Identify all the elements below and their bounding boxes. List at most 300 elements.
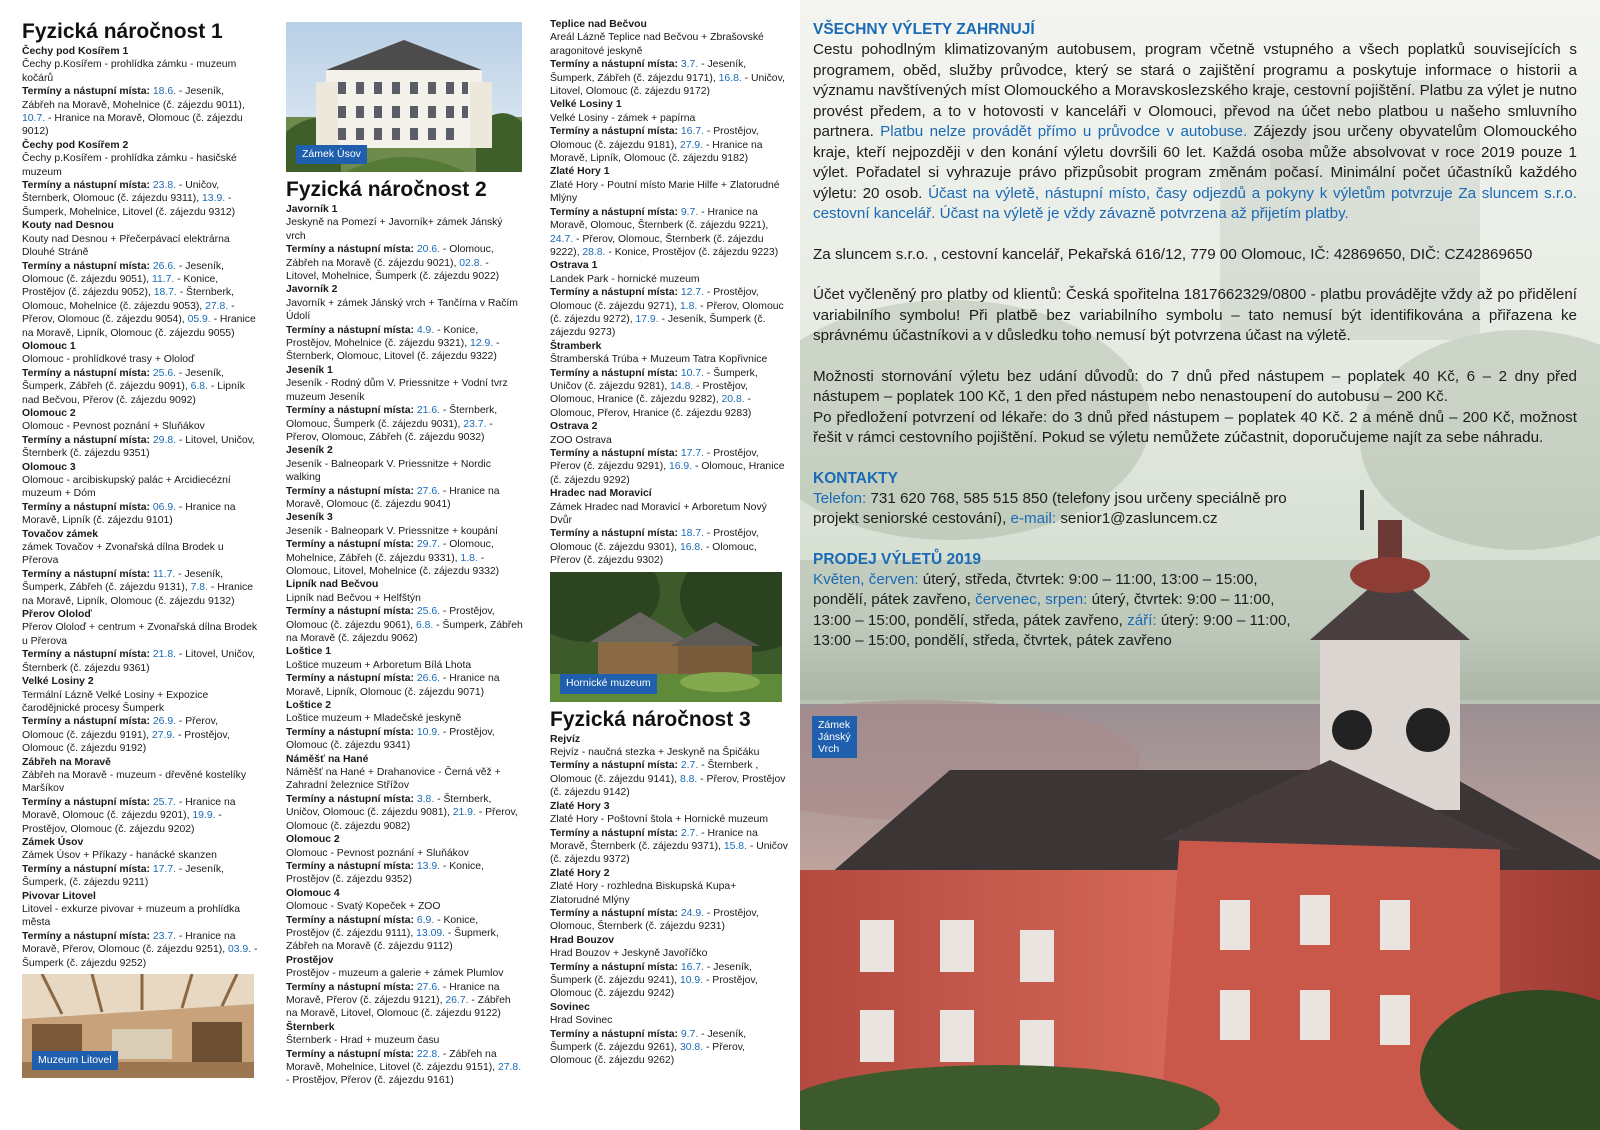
trip-terms: [286, 981, 524, 1021]
sales-heading: PRODEJ VÝLETŮ 2019: [813, 550, 981, 568]
trip-name: Ostrava 2: [550, 421, 598, 433]
photo-caption: Zámek Jánský Vrch: [812, 716, 857, 758]
trip-description: Hrad Bouzov + Jeskyně Javoříčko: [550, 948, 708, 960]
trip-name: Šternberk: [286, 1021, 335, 1033]
terms-label: Termíny a nástupní místa:: [550, 448, 678, 459]
trip-description: Zlaté Hory - Poštovní štola + Hornické muzeum: [550, 814, 768, 826]
trip-description: Zábřeh na Moravě - muzeum - dřevěné kostelíky Maršíkov: [22, 769, 247, 795]
trip-item: [550, 259, 788, 339]
trip-places: - Šumperk, Mohelnice, Litovel (č. zájezdu 9312): [22, 193, 236, 218]
trip-name: Kouty nad Desnou: [22, 220, 114, 232]
trip-places: - Přerov, Olomouc (č. zájezdu 9054),: [22, 300, 235, 326]
section-title: Fyzická náročnost 2: [286, 178, 487, 201]
trip-description: Jeseník - Balneopark V. Priessnitze + Nordic walking: [286, 458, 491, 484]
column-1: [22, 18, 258, 1084]
trip-places: - Šternberk, Olomouc, Mohelnice (č. zájezdu 9053),: [22, 287, 234, 312]
trip-date: 26.7.: [445, 994, 469, 1006]
trip-places: - Přerov, Olomouc (č. zájezdu 9272),: [550, 300, 784, 325]
trip-item: [22, 890, 258, 970]
trip-date: 27.6.: [416, 485, 441, 497]
trip-item: [22, 139, 258, 219]
trip-places: - Prostějov, Olomouc, Hranice (č. zájezdu 9282),: [550, 380, 748, 406]
trip-date: 18.6.: [152, 86, 177, 98]
trip-terms: [286, 672, 524, 699]
terms-label: Termíny a nástupní místa:: [22, 649, 150, 661]
contacts-heading: KONTAKTY: [813, 469, 898, 487]
trip-date: 14.8.: [670, 380, 694, 392]
trip-terms: [22, 715, 258, 755]
terms-label: Termíny a nástupní místa:: [286, 1048, 414, 1060]
trip-places: - Zábřeh na Moravě, Litovel, Olomouc (č. zájezdu 9122): [286, 994, 511, 1020]
trip-description: Litovel - exkurze pivovar + muzeum a prohlídka města: [22, 904, 241, 929]
trip-places: - Uničov, Litovel, Olomouc (č. zájezdu 9172): [550, 72, 785, 98]
terms-label: Termíny a nástupní místa:: [550, 760, 678, 772]
trip-description: Štramberská Trúba + Muzeum Tatra Kopřivnice: [550, 354, 768, 366]
trip-description: Šternberk - Hrad + muzeum času: [286, 1035, 440, 1047]
trip-date: 29.7.: [416, 539, 441, 551]
trip-date: 2.7.: [680, 827, 699, 839]
terms-label: Termíny a nástupní místa:: [22, 86, 150, 98]
trip-date: 2.7.: [680, 760, 699, 772]
trip-name: Štramberk: [550, 340, 602, 352]
trip-item: [22, 45, 258, 139]
trip-date: 23.8.: [152, 180, 177, 192]
trip-places: - Jeseník, Šumperk, Zábřeh (č. zájezdu 9171),: [550, 59, 747, 84]
trip-date: 6.9.: [416, 914, 435, 926]
trip-description: ZOO Ostrava: [550, 434, 612, 446]
terms-label: Termíny a nástupní místa:: [550, 206, 678, 218]
trip-date: 21.8.: [152, 649, 177, 661]
trip-item: [286, 833, 524, 887]
trip-places: - Litovel, Uničov, Šternberk (č. zájezdu 9351): [22, 434, 255, 460]
trip-terms: [550, 759, 788, 799]
trip-date: 25.7.: [152, 796, 177, 808]
trip-item: [286, 511, 524, 578]
trip-name: Olomouc 2: [22, 407, 76, 419]
trip-date: 16.8.: [718, 72, 742, 84]
trip-name: Jeseník 1: [286, 364, 333, 376]
trip-date: 03.9.: [227, 944, 252, 956]
terms-label: Termíny a nástupní místa:: [286, 914, 414, 926]
trip-terms: [286, 726, 524, 753]
trip-places: - Hranice na Moravě, Lipník, Olomouc (č. zájezdu 9132): [22, 582, 254, 607]
trip-terms: [22, 863, 258, 890]
trip-date: 15.8.: [723, 840, 747, 852]
trip-date: 13.09.: [416, 927, 446, 939]
trip-name: Olomouc 1: [22, 340, 76, 352]
trip-places: - Konice, Prostějov (č. zájezdu 9352): [286, 860, 484, 886]
trip-places: - Šternberk , Olomouc (č. zájezdu 9141),: [550, 760, 759, 785]
trip-name: Zlaté Hory 2: [550, 867, 610, 879]
trip-terms: [550, 1028, 788, 1068]
trip-name: Javorník 1: [286, 204, 338, 215]
trip-item: [22, 836, 258, 890]
trip-places: - Přerov, Olomouc (č. zájezdu 9191),: [22, 716, 218, 741]
trip-item: [286, 1021, 524, 1088]
trip-terms: [22, 367, 258, 407]
account-info: Účet vyčleněný pro platby od klientů: Česká spořitelna 1817662329/0800 - platbu provádějte vždy až po přidělení variabilního symbolu! Při platbě bez variabilního symbolu – tato nemusí být identifikována a přiřazena ke správnému účastníkovi a v důsledku toho nemusí být potvrzena účast na výletě.: [813, 286, 1577, 344]
trip-terms: [550, 206, 788, 260]
trip-date: 12.7.: [680, 287, 705, 299]
trip-date: 3.7.: [680, 59, 699, 71]
trip-date: 16.7.: [680, 961, 705, 973]
trip-date: 05.9.: [187, 314, 211, 326]
trip-item: [286, 753, 524, 833]
trip-item: [550, 867, 788, 934]
trip-places: - Přerov, Olomouc (č. zájezdu 9262): [550, 1042, 746, 1067]
trip-date: 28.8.: [582, 246, 606, 258]
trip-places: - Jeseník, Šumperk (č. zájezdu 9273): [550, 313, 766, 339]
trip-date: 12.9.: [470, 338, 494, 350]
trip-name: Javorník 2: [286, 284, 338, 296]
trip-date: 13.9.: [202, 193, 226, 205]
terms-label: Termíny a nástupní místa:: [22, 501, 150, 513]
terms-label: Termíny a nástupní místa:: [286, 981, 414, 993]
trip-places: - Konice, Prostějov (č. zájezdu 9223): [605, 246, 779, 258]
trip-terms: [286, 793, 524, 833]
terms-label: Termíny a nástupní místa:: [286, 324, 414, 336]
terms-label: Termíny a nástupní místa:: [550, 126, 678, 138]
trip-places: - Olomouc, Hranice (č. zájezdu 9292): [550, 461, 785, 486]
trip-item: [22, 340, 258, 407]
trip-date: 25.6.: [416, 606, 441, 618]
difficulty-section: [286, 178, 524, 1088]
trip-places: - Litovel, Mohelnice, Šumperk (č. zájezdu 9022): [286, 257, 500, 283]
trip-places: - Hranice na Moravě, Lipník, Olomouc (č. zájezdu 9055): [22, 314, 256, 339]
terms-label: Termíny a nástupní místa:: [286, 539, 414, 551]
includes-paragraph: Cestu pohodlným klimatizovaným autobusem, program včetně vstupného a všech poplatků souvisejících s programem, oběd, služby průvodce, který se stará o zajištění programu a poskytuje informace o historii a významu navštívených míst Olomouckého a Moravskoslezského kraje, cestovní pojištění. Platbu za výlet je nutno provést předem, a to v hotovosti v kanceláři v Olomouci, převod na účet nebo platbou u našeho smluvního partnera. Platbu nelze provádět přímo u průvodce v autobuse. Zájezdy jsou určeny obyvatelům Olomouckého kraje, kteří nejpozději v den konání výletu dovršili 60 let. Každá osoba může absolvovat v roce 2019 pouze 1 výlet. Pořadatel si vyhrazuje právo přizpůsobit program změnám počasí. Minimální počet účastníků každého výletu: 20 osob. Účast na výletě, nástupní místo, časy odjezdů a pokyny k výletům potvrzuje Za sluncem s.r.o. cestovní kancelář. Účast na výletě je vždy závazně potvrzena až přijetím platby.: [813, 41, 1577, 222]
trip-item: [550, 487, 788, 567]
trip-places: - Prostějov, Přerov (č. zájezdu 9291),: [550, 448, 759, 473]
difficulty-section: [22, 20, 258, 970]
photo-muzeum-litovel: [22, 974, 254, 1078]
trip-item: [550, 1001, 788, 1068]
trip-places: - Olomouc, Přerov (č. zájezdu 9302): [550, 541, 757, 567]
trip-item: [550, 98, 788, 165]
trip-name: Hrad Bouzov: [550, 934, 615, 946]
trip-terms: [550, 527, 788, 567]
trip-terms: [286, 538, 524, 578]
photo-hornicke-muzeum: [550, 572, 782, 702]
trip-name: Jeseník 3: [286, 512, 333, 524]
trip-description: Náměšť na Hané + Drahanovice - Černá věž + Zahradní železnice Střížov: [286, 767, 501, 792]
trip-terms: [550, 907, 788, 934]
trip-date: 26.6.: [416, 673, 441, 685]
trip-name: Olomouc 2: [286, 834, 340, 846]
photo-caption: Zámek Úsov: [296, 145, 367, 164]
trip-description: Olomouc - Pevnost poznání + Sluňákov: [286, 847, 469, 859]
trip-name: Zámek Úsov: [22, 836, 84, 848]
trip-description: Olomouc - Svatý Kopeček + ZOO: [286, 901, 441, 913]
terms-label: Termíny a nástupní místa:: [22, 930, 150, 942]
trip-item: [286, 887, 524, 954]
terms-label: Termíny a nástupní místa:: [22, 863, 150, 875]
trip-description: Jeseník - Balneopark V. Priessnitze + koupání: [286, 525, 498, 537]
trip-places: - Šternberk, Olomouc, Šumperk (č. zájezdu 9031),: [286, 405, 498, 430]
terms-label: Termíny a nástupní místa:: [286, 405, 414, 417]
trip-description: Hrad Sovinec: [550, 1015, 613, 1027]
trip-description: Zlaté Hory - Poutní místo Marie Hilfe + Zlatorudné Mlýny: [550, 179, 780, 205]
trip-name: Olomouc 4: [286, 887, 340, 899]
trip-name: Velké Losiny 1: [550, 99, 622, 111]
trip-date: 27.8.: [497, 1062, 522, 1073]
trip-date: 06.9.: [152, 501, 177, 513]
trip-places: - Prostějov, Olomouc (č. zájezdu 9301),: [550, 528, 759, 553]
trip-terms: [286, 404, 524, 444]
contacts-text: [813, 489, 1293, 530]
trip-description: Olomouc - arcibiskupský palác + Arcidiecézní muzeum + Dóm: [22, 475, 231, 500]
trip-item: [286, 699, 524, 753]
info-text: [813, 20, 1577, 652]
trip-places: - Přerov, Olomouc (č. zájezdu 9082): [286, 807, 518, 832]
photo-zamek-usov: [286, 22, 522, 172]
trip-places: - Jeseník, Olomouc (č. zájezdu 9051),: [22, 260, 224, 285]
trip-places: - Prostějov, Olomouc (č. zájezdu 9061),: [286, 606, 495, 631]
trip-terms: [286, 324, 524, 364]
trip-date: 27.6.: [416, 981, 441, 993]
terms-label: Termíny a nástupní místa:: [286, 726, 414, 738]
trip-places: - Prostějov, Olomouc (č. zájezdu 9202): [22, 810, 222, 835]
trip-item: [286, 364, 524, 444]
trip-item: [22, 675, 258, 755]
trip-name: Zábřeh na Moravě: [22, 756, 111, 768]
difficulty-section: [550, 18, 788, 568]
trip-date: 16.7.: [680, 126, 705, 138]
trip-places: - Prostějov, Olomouc (č. zájezdu 9341): [286, 726, 495, 752]
trip-date: 8.8.: [679, 773, 698, 785]
trip-name: Zlaté Hory 3: [550, 800, 610, 812]
trip-places: - Hranice na Moravě, Lipník (č. zájezdu 9101): [22, 501, 236, 527]
info-panel: [800, 0, 1600, 1130]
trip-name: Tovačov zámek: [22, 528, 99, 540]
trip-description: Javorník + zámek Jánský vrch + Tančírna v Račím Údolí: [286, 297, 518, 323]
trip-item: [286, 203, 524, 283]
trip-places: - Uničov (č. zájezdu 9372): [550, 840, 788, 866]
trip-places: - Šternberk, Olomouc, Litovel (č. zájezdu 9322): [286, 338, 500, 363]
trip-date: 19.9.: [192, 810, 216, 822]
trip-description: Zámek Úsov + Příkazy - hanácké skanzen: [22, 850, 217, 862]
trip-terms: [286, 1048, 524, 1088]
terms-label: Termíny a nástupní místa:: [550, 59, 678, 71]
trip-description: Olomouc - Pevnost poznání + Sluňákov: [22, 421, 205, 433]
trip-places: - Hranice na Moravě, Olomouc (č. zájezdu 9041): [286, 485, 500, 510]
trip-date: 1.8.: [460, 552, 478, 564]
terms-label: Termíny a nástupní místa:: [286, 485, 414, 497]
trip-places: - Prostějov, Olomouc, Šternberk (č. zájezdu 9231): [550, 907, 759, 933]
terms-label: Termíny a nástupní místa:: [22, 568, 150, 580]
trip-places: - Jeseník, Šumperk (č. zájezdu 9261),: [550, 1028, 747, 1053]
trip-terms: [22, 568, 258, 608]
trip-description: Jeseník - Rodný dům V. Priessnitze + Vodní tvrz muzeum Jeseník: [286, 378, 508, 403]
trip-places: - Prostějov, Přerov (č. zájezdu 9161): [286, 1075, 454, 1087]
trip-item: [550, 800, 788, 867]
trip-description: Loštice muzeum + Arboretum Bílá Lhota: [286, 659, 472, 671]
column-2: [286, 18, 524, 1088]
trip-terms: [286, 605, 524, 645]
trip-item: [550, 934, 788, 1001]
trip-name: Hradec nad Moravicí: [550, 488, 652, 500]
terms-label: Termíny a nástupní místa:: [286, 860, 414, 872]
terms-label: Termíny a nástupní místa:: [550, 907, 678, 919]
terms-label: Termíny a nástupní místa:: [22, 434, 150, 446]
trip-date: 1.8.: [679, 300, 698, 312]
trip-name: Sovinec: [550, 1001, 590, 1013]
trip-description: zámek Tovačov + Zvonařská dílna Brodek u Přerova: [22, 542, 224, 567]
trip-terms: [22, 501, 258, 528]
trip-terms: [22, 85, 258, 139]
trip-date: 26.9.: [152, 716, 177, 728]
trip-date: 25.6.: [152, 367, 177, 379]
trip-date: 4.9.: [416, 324, 435, 336]
trip-terms: [22, 930, 258, 970]
photo-caption: Muzeum Litovel: [32, 1051, 118, 1070]
trip-date: 10.7.: [680, 367, 705, 379]
trip-name: Rejvíz: [550, 733, 581, 745]
trip-places: - Šumperk, Zábřeh na Moravě (č. zájezdu 9062): [286, 619, 523, 644]
trip-date: 16.8.: [679, 541, 704, 553]
terms-label: Termíny a nástupní místa:: [550, 827, 678, 839]
trip-terms: [286, 485, 524, 512]
trip-places: - Šumperk (č. zájezdu 9252): [22, 944, 258, 969]
trip-description: Areál Lázně Teplice nad Bečvou + Zbrašovské aragonitové jeskyně: [550, 32, 764, 57]
trip-places: - Zábřeh na Moravě, Mohelnice, Litovel (č. zájezdu 9151),: [286, 1048, 498, 1073]
trip-places: - Hranice na Moravě, Přerov, Olomouc (č. zájezdu 9251),: [22, 930, 236, 956]
trip-description: Lipník nad Bečvou + Helfštýn: [286, 592, 421, 604]
trip-places: - Šupmerk, Zábřeh na Moravě (č. zájezdu 9112): [286, 927, 499, 953]
trip-description: Čechy p.Kosířem - prohlídka zámku - hasičské muzeum: [22, 153, 237, 178]
trip-places: - Konice, Prostějov, Mohelnice (č. zájezdu 9321),: [286, 324, 479, 350]
trip-item: [550, 340, 788, 420]
trip-description: Termální Lázně Velké Losiny + Expozice čarodějnické procesy Šumperk: [22, 689, 209, 714]
trip-description: Rejvíz - naučná stezka + Jeskyně na Špičáku: [550, 747, 760, 759]
trip-terms: [22, 796, 258, 836]
trip-places: - Hranice na Moravě, Šternberk (č. zájezdu 9371),: [550, 827, 758, 852]
trip-date: 9.7.: [680, 206, 699, 218]
trip-date: 10.9.: [416, 726, 441, 738]
trip-date: 26.6.: [152, 260, 177, 272]
trip-date: 18.7.: [680, 528, 705, 540]
trip-item: [22, 528, 258, 608]
trip-item: [286, 444, 524, 511]
trip-date: 24.7.: [550, 233, 574, 245]
trip-terms: [22, 179, 258, 219]
storno-doctor-info: Po předložení potvrzení od lékaře: do 3 dnů před nástupem – poplatek 40 Kč. 2 a méně dnů – 200 Kč, možnost řešit v rámci cestovního pojištění. Pokud se výletu nemůžete zúčastnit, doporučujeme najít za sebe náhradu.: [813, 408, 1577, 446]
trip-name: Velké Losiny 2: [22, 676, 94, 688]
terms-label: Termíny a nástupní místa:: [22, 716, 150, 728]
trip-date: 23.7.: [152, 930, 177, 942]
trip-places: - Přerov, Prostějov (č. zájezdu 9142): [550, 773, 786, 799]
trip-description: Přerov Ololoď + centrum + Zvonařská dílna Brodek u Přerova: [22, 622, 258, 647]
terms-label: Termíny a nástupní místa:: [550, 961, 678, 973]
terms-label: Termíny a nástupní místa:: [286, 673, 414, 685]
trip-item: [22, 219, 258, 340]
trip-item: [286, 954, 524, 1021]
email-label: e-mail:: [1010, 510, 1057, 527]
storno-info: Možnosti stornování výletu bez udání důvodů: do 7 dnů před nástupem – poplatek 40 Kč, 6 – 2 dny před nástupem – poplatek 100 Kč, 1 den před nástupem nebo nenastoupení do autobusu – 200 Kč.: [813, 367, 1577, 405]
trip-item: [550, 733, 788, 800]
trip-date: 20.8.: [721, 394, 745, 406]
section-title: Fyzická náročnost 1: [22, 20, 223, 43]
trip-description: Prostějov - muzeum a galerie + zámek Plumlov: [286, 968, 504, 980]
phone-numbers: 731 620 768, 585 515 850 (telefony jsou určeny speciálně pro projekt seniorské cestování),: [813, 489, 1287, 527]
trip-date: 11.7.: [151, 273, 175, 285]
trip-places: - Litovel, Uničov, Šternberk (č. zájezdu 9361): [22, 649, 255, 674]
trip-places: - Šternberk, Uničov, Olomouc (č. zájezdu 9081),: [286, 793, 492, 819]
trip-description: Velké Losiny - zámek + papírna: [550, 112, 696, 124]
trip-date: 02.8.: [459, 257, 483, 269]
trip-name: Přerov Ololoď: [22, 609, 92, 621]
trip-date: 21.6.: [416, 405, 441, 417]
terms-label: Termíny a nástupní místa:: [550, 287, 678, 299]
trip-places: - Prostějov, Olomouc (č. zájezdu 9192): [22, 729, 230, 755]
trip-description: Čechy p.Kosířem - prohlídka zámku - muzeum kočárů: [22, 59, 237, 84]
email-address[interactable]: senior1@zasluncem.cz: [1056, 510, 1218, 527]
trip-date: 17.7.: [152, 863, 177, 875]
trip-name: Zlaté Hory 1: [550, 166, 610, 178]
trip-places: - Olomouc, Zábřeh na Moravě (č. zájezdu 9021),: [286, 244, 494, 269]
includes-heading: VŠECHNY VÝLETY ZAHRNUJÍ: [813, 21, 1035, 38]
photo-caption: Hornické muzeum: [560, 674, 657, 693]
terms-label: Termíny a nástupní místa:: [286, 244, 414, 256]
trip-item: [286, 578, 524, 645]
trip-date: 21.9.: [452, 807, 476, 819]
terms-label: Termíny a nástupní místa:: [22, 180, 150, 192]
trip-name: Lipník nad Bečvou: [286, 579, 379, 591]
trip-places: - Uničov, Šternberk, Olomouc (č. zájezdu 9311),: [22, 180, 220, 205]
trip-name: Jeseník 2: [286, 445, 333, 457]
terms-label: Termíny a nástupní místa:: [550, 1028, 678, 1040]
terms-label: Termíny a nástupní místa:: [550, 367, 678, 379]
trip-places: - Jeseník, Šumperk (č. zájezdu 9241),: [550, 961, 752, 986]
trip-name: Čechy pod Kosířem 2: [22, 139, 129, 151]
trip-places: - Olomouc, Mohelnice, Zábřeh (č. zájezdu 9331),: [286, 539, 494, 564]
trip-name: Loštice 2: [286, 700, 332, 712]
trip-date: 27.9.: [679, 139, 704, 151]
trip-description: Landek Park - hornické muzeum: [550, 273, 700, 285]
trip-places: - Jeseník, Šumperk, Zábřeh (č. zájezdu 9091),: [22, 367, 224, 393]
trip-description: Olomouc - prohlídkové trasy + Ololoď: [22, 354, 195, 366]
terms-label: Termíny a nástupní místa:: [550, 528, 678, 540]
trip-description: Loštice muzeum + Mladečské jeskyně: [286, 713, 462, 725]
trip-date: 11.7.: [152, 568, 176, 580]
column-3: [550, 18, 788, 1068]
trip-places: - Prostějov, Olomouc (č. zájezdu 9181),: [550, 126, 759, 151]
terms-label: Termíny a nástupní místa:: [22, 260, 150, 272]
trip-places: - Jeseník, Šumperk, (č. zájezdu 9211): [22, 863, 224, 889]
terms-label: Termíny a nástupní místa:: [286, 606, 414, 618]
trip-description: Jeskyně na Pomezí + Javorník+ zámek Jánský vrch: [286, 217, 503, 242]
trip-description: Kouty nad Desnou + Přečerpávací elektrárna Dlouhé Stráně: [22, 233, 230, 259]
trip-date: 27.9.: [151, 729, 176, 741]
trip-places: - Prostějov, Olomouc (č. zájezdu 9271),: [550, 287, 759, 312]
trip-name: Pivovar Litovel: [22, 890, 96, 902]
trip-places: - Olomouc, Přerov, Hranice (č. zájezdu 9283): [550, 394, 752, 419]
terms-label: Termíny a nástupní místa:: [286, 793, 414, 805]
trip-places: - Hranice na Moravě, Olomouc (č. zájezdu 9201),: [22, 796, 236, 822]
trip-places: - Šumperk, Uničov (č. zájezdu 9281),: [550, 367, 758, 392]
trip-terms: [550, 961, 788, 1001]
trip-terms: [550, 827, 788, 867]
trip-places: - Konice, Prostějov (č. zájezdu 9111),: [286, 914, 479, 939]
trip-terms: [550, 367, 788, 421]
trip-name: Ostrava 1: [550, 260, 598, 272]
trip-places: - Jeseník, Zábřeh na Moravě, Mohelnice (č. zájezdu 9011),: [22, 86, 245, 111]
trip-date: 23.7.: [463, 418, 487, 430]
trip-item: [550, 420, 788, 487]
trip-terms: [550, 447, 788, 487]
trip-terms: [550, 286, 788, 340]
trip-places: - Hranice na Moravě, Přerov (č. zájezdu 9121),: [286, 981, 500, 1006]
